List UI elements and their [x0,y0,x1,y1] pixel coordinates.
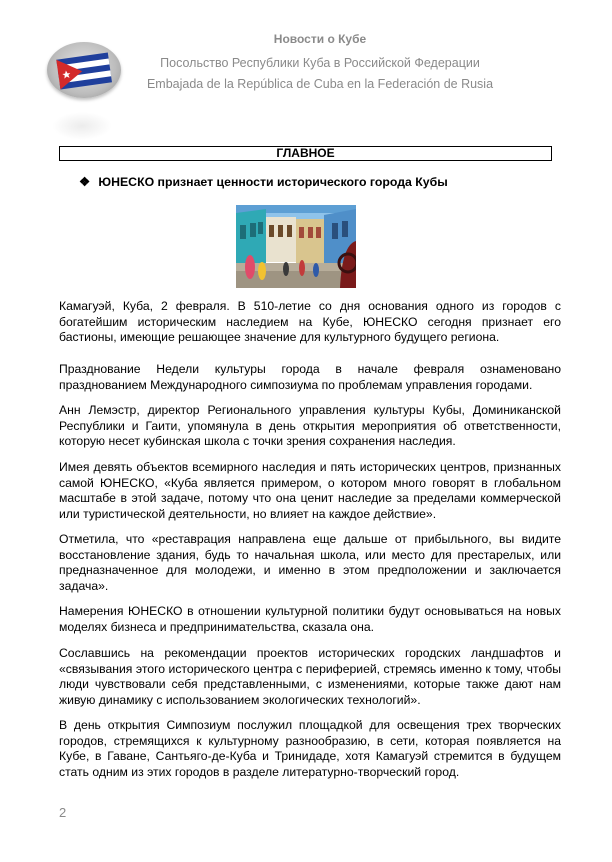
header-news-title: Новости о Кубе [273,32,367,46]
diamond-bullet-icon: ❖ [79,175,91,189]
logo-reflection [52,112,112,140]
header-embassy-ru: Посольство Республики Куба в Российской Федерации [160,56,480,70]
headline-text: ЮНЕСКО признает ценности исторического города Кубы [98,175,448,189]
article-paragraph: Сославшись на рекомендации проектов исторических городских ландшафтов и «связывания этого исторического центра с периферией, стремясь именно к тому, чтобы люди чувствовали себя представленными, с изменениями, которые также дают нам живую динамику с использованием экологических технологий». [59,646,561,707]
header-embassy-es: Embajada de la República de Cuba en la Federación de Rusia [146,77,494,91]
page-number: 2 [59,805,67,820]
article-paragraph: Имея девять объектов всемирного наследия и пять исторических центров, признанных самой ЮНЕСКО, «Куба является примером, о котором много говорят в глобальном масштабе в этой задаче, потому что она ценит наследие за пределами коммерческой или туристической деятельности, но влияет на каждое действие». [59,460,561,521]
article-paragraph: Празднование Недели культуры города в начале февраля ознаменовано празднованием Международного симпозиума по проблемам управления городами. [59,362,561,392]
cuba-flag-icon [54,50,114,90]
article-photo [236,205,356,288]
article-paragraph: Отметила, что «реставрация направлена еще дальше от прибыльного, вы видите восстановление здания, будь то начальная школа, или место для престарелых, или предназначенное для молодежи, и именно в этом предположении и заключается задача». [59,532,561,593]
article-paragraph: Намерения ЮНЕСКО в отношении культурной политики будут основываться на новых моделях бизнеса и предпринимательства, сказала она. [59,604,561,634]
article-paragraph: Камагуэй, Куба, 2 февраля. В 510-летие со дня основания одного из городов с богатейшим историческим наследием на Кубе, ЮНЕСКО сегодня признает его бастионы, имеющие решающее значение для культурного будущего региона. [59,299,561,344]
section-title: ГЛАВНОЕ [59,146,552,161]
article-paragraph: Анн Лемэстр, директор Регионального управления культуры Кубы, Доминиканской Республики и Гаити, упомянула в день открытия мероприятия об ответственности, которую несет кубинская школа с точки зрения сохранения наследия. [59,403,561,448]
article-headline [79,175,448,190]
article-paragraph: В день открытия Симпозиум послужил площадкой для освещения трех творческих городов, стремящихся к культурному разнообразию, в сети, которая появляется на Кубе, в Гаване, Сантьяго-де-Куба и Тринидаде, хотя Камагуэй стремится в будущем стать одним из этих городов в разделе литературно-творческий город. [59,718,561,779]
